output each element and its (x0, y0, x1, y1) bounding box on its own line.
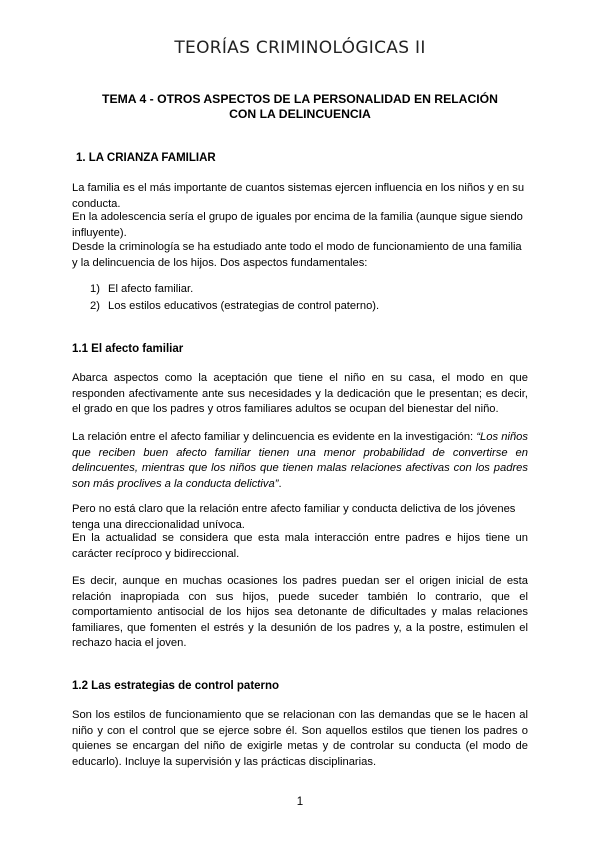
section-1-1-paragraph-4: En la actualidad se considera que esta mala interacción entre padres e hijos tiene un carácter recíproco y bidireccional. (72, 532, 528, 560)
page-number: 1 (296, 796, 304, 808)
paragraph-end: . (278, 477, 282, 490)
list-item (90, 298, 379, 315)
list-item (90, 281, 379, 298)
section-1-heading: 1. LA CRIANZA FAMILIAR (76, 152, 216, 164)
list-item-text: Los estilos educativos (estrategias de control paterno). (108, 300, 380, 312)
document-title (60, 92, 540, 122)
section-1-2-paragraph-1: Son los estilos de funcionamiento que se relacionan con las demandas que se le hacen al niño y con el control que se ejerce sobre él. Son aquellos estilos que tienen los padres o quienes se encargan del niño de exigirle metas y de controlar su conducta (el modo de educarlo). Incluye la supervisión y las prácticas disciplinarias. (72, 709, 528, 768)
section-1-1-paragraph-5: Es decir, aunque en muchas ocasiones los padres puedan ser el origen inicial de esta relación inapropiada con sus hijos, puede suceder también lo contrario, que el comportamiento antisocial de los hijos sea detonante de dificultades y malas relaciones familiares, que fomenten el estrés y la desunión de los padres y, a la postre, estimulen el rechazo hacia el joven. (72, 575, 528, 649)
list-item-number: 2) (90, 300, 100, 312)
section-1-1-paragraph-2 (72, 430, 528, 492)
list-item-number: 1) (90, 283, 100, 295)
running-header: TEORÍAS CRIMINOLÓGICAS II (174, 38, 426, 58)
research-quote: “Los niños que reciben buen afecto familiar tienen una menor probabilidad de convertirse en delincuentes, mientras que los niños que tienen malas relaciones afectivas con los padres son más proclives a la conducta delictiva” (72, 431, 528, 490)
section-1-paragraph-2: En la adolescencia sería el grupo de iguales por encima de la familia (aunque sigue siendo influyente). (72, 211, 523, 239)
section-1-paragraph-3: Desde la criminología se ha estudiado ante todo el modo de funcionamiento de una familia y la delincuencia de los hijos. Dos aspectos fundamentales: (72, 241, 522, 269)
list-item-text: El afecto familiar. (108, 283, 194, 295)
section-1-1-heading: 1.1 El afecto familiar (72, 343, 184, 355)
section-1-1-paragraph-3: Pero no está claro que la relación entre afecto familiar y conducta delictiva de los jóvenes tenga una direccionalidad unívoca. (72, 503, 516, 531)
section-1-2-heading: 1.2 Las estrategias de control paterno (72, 680, 280, 692)
aspects-list (90, 281, 379, 315)
section-1-paragraph-1: La familia es el más importante de cuantos sistemas ejercen influencia en los niños y en su conducta. (72, 182, 525, 210)
title-line-1: TEMA 4 - OTROS ASPECTOS DE LA PERSONALIDAD EN RELACIÓN (102, 92, 498, 106)
title-line-2: CON LA DELINCUENCIA (229, 107, 371, 121)
section-1-1-paragraph-1: Abarca aspectos como la aceptación que tiene el niño en su casa, el modo en que responden afectivamente ante sus necesidades y la dedicación que le presentan; es decir, el grado en que los padres y otros familiares adultos se ocupan del bienestar del niño. (72, 372, 528, 415)
paragraph-text: La relación entre el afecto familiar y delincuencia es evidente en la investigación: (72, 431, 477, 443)
